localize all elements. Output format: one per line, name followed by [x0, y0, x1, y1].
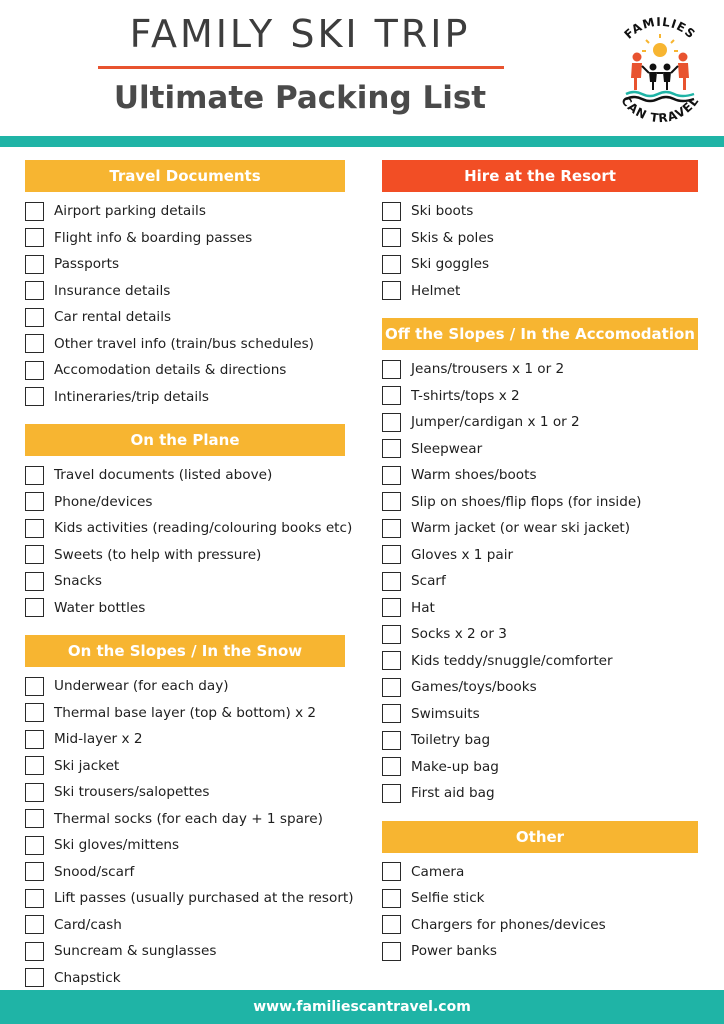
checklist-item[interactable] — [382, 938, 698, 965]
checklist-item[interactable] — [25, 542, 345, 569]
checkbox[interactable] — [25, 334, 44, 353]
checkbox[interactable] — [382, 492, 401, 511]
checkbox[interactable] — [382, 862, 401, 881]
checklist-item[interactable] — [382, 278, 698, 305]
checkbox[interactable] — [25, 942, 44, 961]
logo-graphic — [604, 10, 716, 128]
checklist-item[interactable] — [382, 912, 698, 939]
checkbox[interactable] — [25, 202, 44, 221]
checklist-item[interactable] — [25, 700, 345, 727]
checklist-item[interactable] — [25, 806, 345, 833]
item-label: Suncream & sunglasses — [54, 943, 217, 960]
item-label: Mid-layer x 2 — [54, 731, 143, 748]
checkbox[interactable] — [25, 545, 44, 564]
checkbox[interactable] — [25, 281, 44, 300]
checklist-item[interactable] — [382, 409, 698, 436]
checkbox[interactable] — [382, 704, 401, 723]
footer — [0, 990, 724, 1024]
checkbox[interactable] — [25, 361, 44, 380]
checkbox[interactable] — [25, 836, 44, 855]
section-heading: Off the Slopes / In the Accomodation — [382, 318, 698, 350]
checklist-item[interactable] — [382, 515, 698, 542]
checklist-item[interactable] — [25, 357, 345, 384]
checklist-item[interactable] — [382, 648, 698, 675]
footer-website-link[interactable]: www.familiescantravel.com — [253, 999, 471, 1015]
item-label: Warm shoes/boots — [411, 467, 537, 484]
checkbox[interactable] — [382, 360, 401, 379]
section-heading: On the Plane — [25, 424, 345, 456]
section-gap — [382, 807, 698, 821]
item-label: Sleepwear — [411, 440, 483, 457]
checkbox[interactable] — [25, 862, 44, 881]
checkbox[interactable] — [382, 784, 401, 803]
checklist-item[interactable] — [25, 753, 345, 780]
waves-icon — [626, 92, 694, 101]
checklist-item[interactable] — [25, 726, 345, 753]
checkbox[interactable] — [382, 678, 401, 697]
section-heading: Other — [382, 821, 698, 853]
item-label: Ski gloves/mittens — [54, 837, 180, 854]
item-label: Selfie stick — [411, 890, 485, 907]
checklist-item[interactable] — [382, 383, 698, 410]
checklist-item[interactable] — [382, 225, 698, 252]
section-on-the-plane — [25, 424, 353, 621]
checkbox[interactable] — [25, 598, 44, 617]
checklist-item[interactable] — [25, 225, 345, 252]
checkbox[interactable] — [25, 968, 44, 987]
checkbox[interactable] — [25, 809, 44, 828]
checkbox[interactable] — [25, 308, 44, 327]
item-label: Camera — [411, 863, 465, 880]
header — [0, 0, 724, 136]
item-label: Ski trousers/salopettes — [54, 784, 210, 801]
item-label: Warm jacket (or wear ski jacket) — [411, 520, 631, 537]
checkbox[interactable] — [25, 730, 44, 749]
checklist-item[interactable] — [25, 278, 345, 305]
checkbox[interactable] — [382, 439, 401, 458]
item-label: Ski goggles — [411, 256, 490, 273]
item-label: T-shirts/tops x 2 — [411, 387, 520, 404]
checklist-item[interactable] — [382, 674, 698, 701]
checklist-item[interactable] — [382, 595, 698, 622]
section-heading: On the Slopes / In the Snow — [25, 635, 345, 667]
checklist-item[interactable] — [25, 673, 345, 700]
item-label: Travel documents (listed above) — [54, 467, 273, 484]
checklist-item[interactable] — [25, 965, 345, 992]
item-label: Gloves x 1 pair — [411, 546, 514, 563]
checklist-item[interactable] — [382, 568, 698, 595]
item-label: Thermal socks (for each day + 1 spare) — [54, 810, 323, 827]
families-can-travel-logo — [604, 10, 716, 128]
section-heading: Hire at the Resort — [382, 160, 698, 192]
item-label: Kids teddy/snuggle/comforter — [411, 652, 613, 669]
logo-bottom-text: CAN TRAVEL — [618, 93, 702, 126]
checklist-item[interactable] — [25, 515, 353, 542]
checklist-item[interactable] — [382, 251, 698, 278]
right-column — [382, 160, 698, 965]
checkbox[interactable] — [25, 255, 44, 274]
checkbox[interactable] — [25, 492, 44, 511]
section-off-the-slopes — [382, 318, 698, 807]
checkbox[interactable] — [25, 677, 44, 696]
checklist-item[interactable] — [25, 885, 354, 912]
checkbox[interactable] — [382, 915, 401, 934]
checkbox[interactable] — [382, 572, 401, 591]
checklist-item[interactable] — [25, 331, 345, 358]
section-hire-at-resort — [382, 160, 698, 304]
checklist-item[interactable] — [25, 938, 345, 965]
item-label: Sweets (to help with pressure) — [54, 546, 262, 563]
checkbox[interactable] — [382, 942, 401, 961]
item-label: Passports — [54, 256, 120, 273]
item-label: First aid bag — [411, 785, 495, 802]
checklist-item[interactable] — [25, 251, 345, 278]
item-label: Helmet — [411, 282, 461, 299]
item-label: Chapstick — [54, 969, 121, 986]
item-label: Ski jacket — [54, 757, 120, 774]
checklist-item[interactable] — [382, 542, 698, 569]
checklist-item[interactable] — [25, 198, 345, 225]
checklist-item[interactable] — [25, 912, 345, 939]
checkbox[interactable] — [382, 651, 401, 670]
checklist-item[interactable] — [25, 304, 345, 331]
section-on-the-slopes — [25, 635, 354, 991]
section-gap — [25, 621, 345, 635]
item-label: Skis & poles — [411, 229, 494, 246]
checkbox[interactable] — [25, 466, 44, 485]
page-subtitle: Ultimate Packing List — [113, 80, 487, 116]
checkbox[interactable] — [25, 387, 44, 406]
item-label: Lift passes (usually purchased at the resort) — [54, 890, 354, 907]
checklist-item[interactable] — [382, 356, 698, 383]
section-other — [382, 821, 698, 965]
checklist-item[interactable] — [25, 384, 345, 411]
page-title: FAMILY SKI TRIP — [129, 12, 471, 56]
checklist-item[interactable] — [382, 462, 698, 489]
checkbox[interactable] — [382, 625, 401, 644]
checklist-item[interactable] — [382, 621, 698, 648]
item-label: Intineraries/trip details — [54, 388, 209, 405]
checkbox[interactable] — [382, 281, 401, 300]
checklist-item[interactable] — [382, 885, 698, 912]
item-label: Jeans/trousers x 1 or 2 — [411, 361, 565, 378]
checkbox[interactable] — [25, 703, 44, 722]
family-figures-icon — [631, 53, 689, 91]
checklist-item[interactable] — [25, 859, 345, 886]
checklist-item[interactable] — [382, 436, 698, 463]
section-travel-documents — [25, 160, 345, 410]
checklist-item[interactable] — [382, 198, 698, 225]
checklist-item[interactable] — [25, 595, 345, 622]
checkbox[interactable] — [382, 228, 401, 247]
checklist-item[interactable] — [382, 489, 698, 516]
item-label: Kids activities (reading/colouring books etc) — [54, 520, 353, 537]
item-label: Games/toys/books — [411, 679, 537, 696]
sun-icon — [642, 34, 678, 57]
item-label: Flight info & boarding passes — [54, 229, 253, 246]
item-label: Phone/devices — [54, 493, 153, 510]
checkbox[interactable] — [382, 731, 401, 750]
checkbox[interactable] — [25, 783, 44, 802]
item-label: Chargers for phones/devices — [411, 916, 606, 933]
checkbox[interactable] — [382, 519, 401, 538]
checklist-item[interactable] — [25, 568, 345, 595]
section-heading: Travel Documents — [25, 160, 345, 192]
item-label: Scarf — [411, 573, 446, 590]
item-label: Make-up bag — [411, 758, 499, 775]
checkbox[interactable] — [382, 889, 401, 908]
item-label: Airport parking details — [54, 203, 206, 220]
item-label: Socks x 2 or 3 — [411, 626, 507, 643]
item-label: Insurance details — [54, 282, 171, 299]
checkbox[interactable] — [25, 519, 44, 538]
checklist-item[interactable] — [382, 754, 698, 781]
section-gap — [382, 304, 698, 318]
checkbox[interactable] — [382, 598, 401, 617]
item-label: Jumper/cardigan x 1 or 2 — [411, 414, 580, 431]
item-label: Snood/scarf — [54, 863, 135, 880]
item-label: Car rental details — [54, 309, 172, 326]
section-gap — [25, 410, 345, 424]
item-label: Slip on shoes/flip flops (for inside) — [411, 493, 642, 510]
checkbox[interactable] — [382, 757, 401, 776]
item-label: Water bottles — [54, 599, 146, 616]
item-label: Card/cash — [54, 916, 122, 933]
checkbox[interactable] — [382, 413, 401, 432]
item-label: Other travel info (train/bus schedules) — [54, 335, 314, 352]
logo-top-text: FAMILIES — [621, 14, 699, 42]
checkbox[interactable] — [25, 915, 44, 934]
item-label: Snacks — [54, 573, 103, 590]
item-label: Accomodation details & directions — [54, 362, 287, 379]
checkbox[interactable] — [25, 572, 44, 591]
checkbox[interactable] — [382, 255, 401, 274]
left-column — [25, 160, 354, 991]
item-label: Underwear (for each day) — [54, 678, 229, 695]
item-label: Thermal base layer (top & bottom) x 2 — [54, 704, 317, 721]
title-divider — [98, 66, 504, 69]
checklist-item[interactable] — [382, 780, 698, 807]
checklist-item[interactable] — [25, 462, 345, 489]
item-label: Hat — [411, 599, 435, 616]
item-label: Toiletry bag — [411, 732, 491, 749]
checkbox[interactable] — [25, 756, 44, 775]
checkbox[interactable] — [382, 202, 401, 221]
checklist-item[interactable] — [25, 832, 345, 859]
item-label: Swimsuits — [411, 705, 480, 722]
checkbox[interactable] — [25, 889, 44, 908]
checkbox[interactable] — [25, 228, 44, 247]
checkbox[interactable] — [382, 545, 401, 564]
item-label: Ski boots — [411, 203, 474, 220]
checkbox[interactable] — [382, 386, 401, 405]
checklist-item[interactable] — [382, 859, 698, 886]
checklist-item[interactable] — [25, 779, 345, 806]
checklist-item[interactable] — [382, 727, 698, 754]
item-label: Power banks — [411, 943, 497, 960]
header-divider-bar — [0, 136, 724, 147]
checklist-item[interactable] — [25, 489, 345, 516]
checklist-item[interactable] — [382, 701, 698, 728]
checkbox[interactable] — [382, 466, 401, 485]
